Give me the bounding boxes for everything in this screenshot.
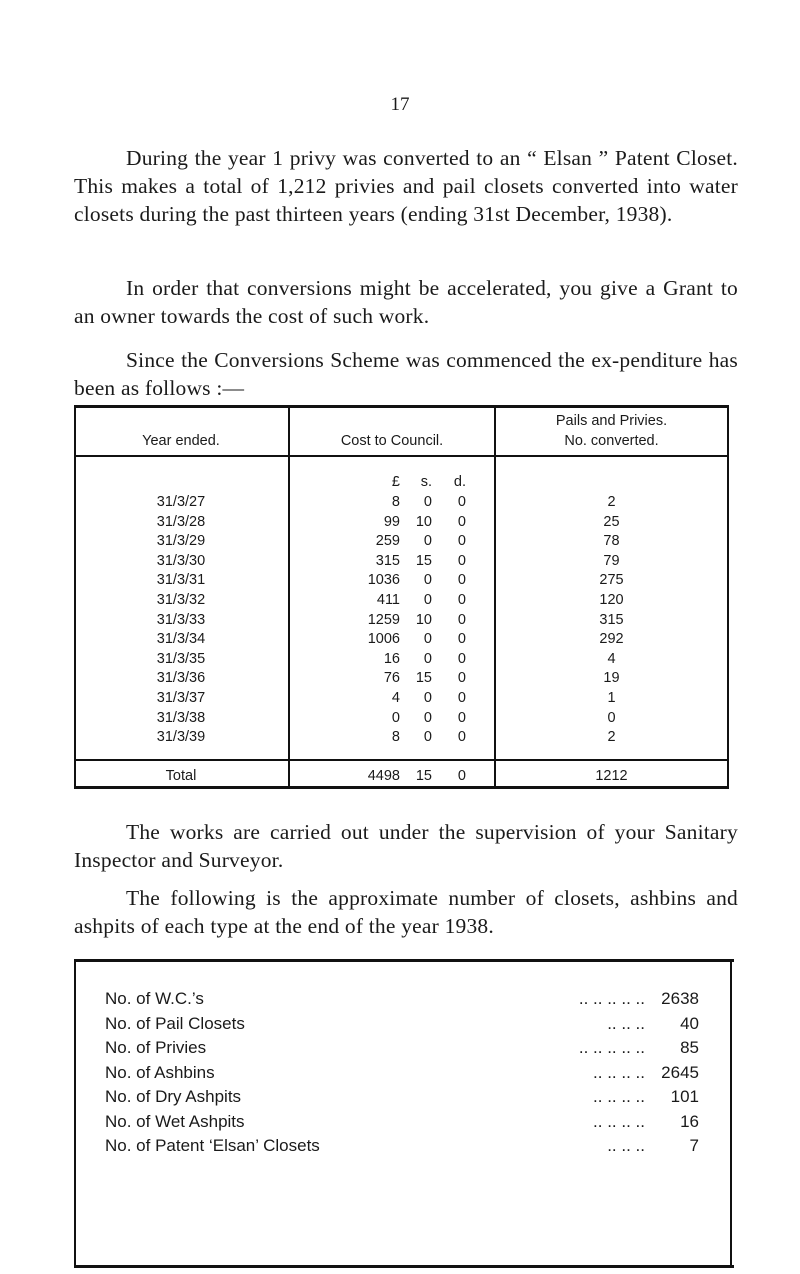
year-cell: 31/3/33 — [156, 611, 206, 628]
item-value: 2638 — [661, 989, 699, 1008]
total-pence: 0 — [457, 768, 466, 784]
table-row — [74, 552, 729, 571]
pence-cell: 0 — [457, 709, 466, 726]
converted-cell: 4 — [607, 650, 616, 667]
table-row — [74, 669, 729, 688]
pence-cell: 0 — [457, 670, 466, 687]
converted-cell: 1 — [607, 690, 616, 706]
currency-header-row — [74, 473, 729, 492]
pence-cell: 0 — [457, 631, 466, 648]
total-label: Total — [165, 768, 197, 784]
pounds-cell: 1006 — [367, 631, 400, 648]
item-label: No. of Privies — [105, 1038, 207, 1057]
table-row — [74, 728, 729, 747]
item-label: No. of W.C.’s — [105, 989, 204, 1008]
pence-cell: 0 — [457, 533, 466, 550]
table-right-border — [730, 959, 732, 1268]
item-label: No. of Pail Closets — [105, 1013, 245, 1033]
header-rule — [74, 455, 729, 457]
shillings-cell: 0 — [423, 592, 432, 608]
table-row — [74, 591, 729, 610]
total-shillings: 15 — [415, 768, 432, 784]
pounds-cell: 411 — [376, 592, 400, 608]
item-label: No. of Ashbins — [105, 1062, 215, 1082]
item-value: 40 — [680, 1013, 699, 1033]
list-item — [105, 1062, 705, 1084]
pence-cell: 0 — [457, 572, 466, 589]
table-row — [74, 611, 729, 630]
converted-cell: 78 — [603, 533, 620, 550]
shillings-cell: 10 — [415, 611, 432, 628]
closets-table — [74, 959, 734, 1265]
converted-cell: 120 — [599, 592, 624, 608]
converted-cell: 275 — [599, 572, 624, 589]
shillings-cell: 0 — [423, 729, 432, 746]
year-cell: 31/3/30 — [156, 552, 206, 569]
pence-cell: 0 — [457, 690, 466, 706]
pence-cell: 0 — [457, 729, 466, 746]
pence-cell: 0 — [457, 611, 466, 628]
paragraph-supervision: The works are carried out under the supervision of your Sanitary Inspector and Surveyor. — [74, 820, 738, 872]
leader-dots: .. .. .. .. .. — [578, 989, 645, 1008]
shillings-cell: 10 — [415, 513, 432, 530]
list-item — [105, 1111, 705, 1133]
list-item — [105, 1037, 705, 1059]
pounds-cell: 8 — [391, 729, 400, 746]
year-cell: 31/3/37 — [156, 690, 206, 706]
year-cell: 31/3/29 — [156, 533, 206, 550]
paragraph-closets-intro: The following is the approximate number of closets, ashbins and ashpits of each type at the end of the year 1938. — [74, 886, 738, 938]
year-cell: 31/3/38 — [156, 709, 206, 726]
converted-cell: 2 — [607, 494, 616, 510]
total-pounds: 4498 — [367, 768, 400, 784]
pence-cell: 0 — [457, 513, 466, 530]
item-value: 7 — [689, 1136, 699, 1155]
year-cell: 31/3/36 — [156, 670, 206, 687]
conversions-table — [74, 405, 736, 789]
pounds-cell: 4 — [391, 690, 400, 706]
shillings-cell: 0 — [423, 650, 432, 667]
pence-header: d. — [453, 474, 466, 490]
table-row — [74, 650, 729, 669]
converted-cell: 19 — [603, 670, 620, 687]
shillings-cell: 15 — [415, 552, 432, 569]
shillings-cell: 0 — [423, 690, 432, 706]
pounds-cell: 76 — [383, 670, 400, 687]
year-cell: 31/3/34 — [156, 631, 206, 648]
table-row — [74, 493, 729, 512]
converted-cell: 0 — [607, 709, 616, 726]
item-value: 85 — [680, 1038, 699, 1057]
pounds-cell: 16 — [383, 650, 400, 667]
table-row — [74, 571, 729, 590]
pounds-header: £ — [391, 474, 400, 490]
pounds-cell: 1259 — [367, 611, 400, 628]
year-cell: 31/3/39 — [156, 729, 206, 746]
converted-cell: 2 — [607, 729, 616, 746]
pence-cell: 0 — [457, 592, 466, 608]
paragraph-conversions-intro: During the year 1 privy was converted to an “ Elsan ” Patent Closet. This makes a total of 1,212 privies and pail closets converted into water closets during the past thirteen years (ending 31st December, 1938). — [74, 146, 738, 226]
item-label: No. of Wet Ashpits — [105, 1111, 245, 1131]
leader-dots: .. .. .. .. — [593, 1111, 645, 1131]
year-cell: 31/3/28 — [156, 513, 206, 530]
header-pails: Pails and Privies. — [555, 413, 668, 429]
table-row — [74, 709, 729, 728]
header-converted: No. converted. — [564, 433, 659, 449]
pounds-cell: 315 — [375, 552, 400, 569]
list-item — [105, 1135, 705, 1157]
shillings-cell: 15 — [415, 670, 432, 687]
year-cell: 31/3/27 — [156, 494, 206, 510]
pounds-cell: 0 — [391, 709, 400, 726]
shillings-header: s. — [420, 474, 432, 490]
item-value: 2645 — [661, 1062, 699, 1082]
table-top-rule — [74, 959, 734, 962]
leader-dots: .. .. .. .. .. — [578, 1038, 645, 1057]
table-top-rule — [74, 405, 729, 408]
total-rule — [74, 759, 729, 761]
header-year: Year ended. — [142, 433, 220, 449]
item-value: 101 — [670, 1087, 699, 1106]
converted-cell: 79 — [603, 552, 620, 569]
page-number: 17 — [390, 94, 410, 115]
table-bottom-rule — [74, 1265, 734, 1268]
leader-dots: .. .. .. .. — [593, 1062, 645, 1082]
shillings-cell: 0 — [423, 494, 432, 510]
item-label: No. of Dry Ashpits — [105, 1087, 242, 1106]
year-cell: 31/3/31 — [156, 572, 206, 589]
pounds-cell: 8 — [391, 494, 400, 510]
leader-dots: .. .. .. — [607, 1136, 645, 1155]
converted-cell: 292 — [599, 631, 624, 648]
item-value: 16 — [680, 1111, 699, 1131]
list-item — [105, 988, 705, 1010]
total-row — [74, 767, 729, 786]
table-row — [74, 513, 729, 532]
list-item — [105, 1086, 705, 1108]
table-bottom-rule — [74, 786, 729, 789]
year-cell: 31/3/32 — [156, 592, 206, 608]
list-item — [105, 1013, 705, 1035]
leader-dots: .. .. .. .. — [593, 1087, 645, 1106]
converted-cell: 25 — [603, 513, 620, 530]
pence-cell: 0 — [457, 650, 466, 667]
shillings-cell: 0 — [423, 572, 432, 589]
shillings-cell: 0 — [423, 631, 432, 648]
total-converted: 1212 — [595, 768, 628, 784]
year-cell: 31/3/35 — [156, 650, 206, 667]
table-row — [74, 630, 729, 649]
table-row — [74, 689, 729, 708]
paragraph-grant: In order that conversions might be accelerated, you give a Grant to an owner towards the cost of such work. — [74, 276, 738, 328]
paragraph-expenditure: Since the Conversions Scheme was commenced the ex-penditure has been as follows :— — [74, 348, 738, 400]
pounds-cell: 1036 — [367, 572, 400, 589]
shillings-cell: 0 — [423, 709, 432, 726]
leader-dots: .. .. .. — [607, 1013, 645, 1033]
converted-cell: 315 — [599, 611, 624, 628]
pence-cell: 0 — [457, 494, 466, 510]
item-label: No. of Patent ‘Elsan’ Closets — [105, 1136, 320, 1155]
shillings-cell: 0 — [423, 533, 432, 550]
table-row — [74, 532, 729, 551]
pounds-cell: 259 — [375, 533, 400, 550]
pounds-cell: 99 — [383, 513, 400, 530]
table-left-border — [74, 959, 76, 1268]
header-cost: Cost to Council. — [340, 433, 444, 449]
pence-cell: 0 — [457, 552, 466, 569]
